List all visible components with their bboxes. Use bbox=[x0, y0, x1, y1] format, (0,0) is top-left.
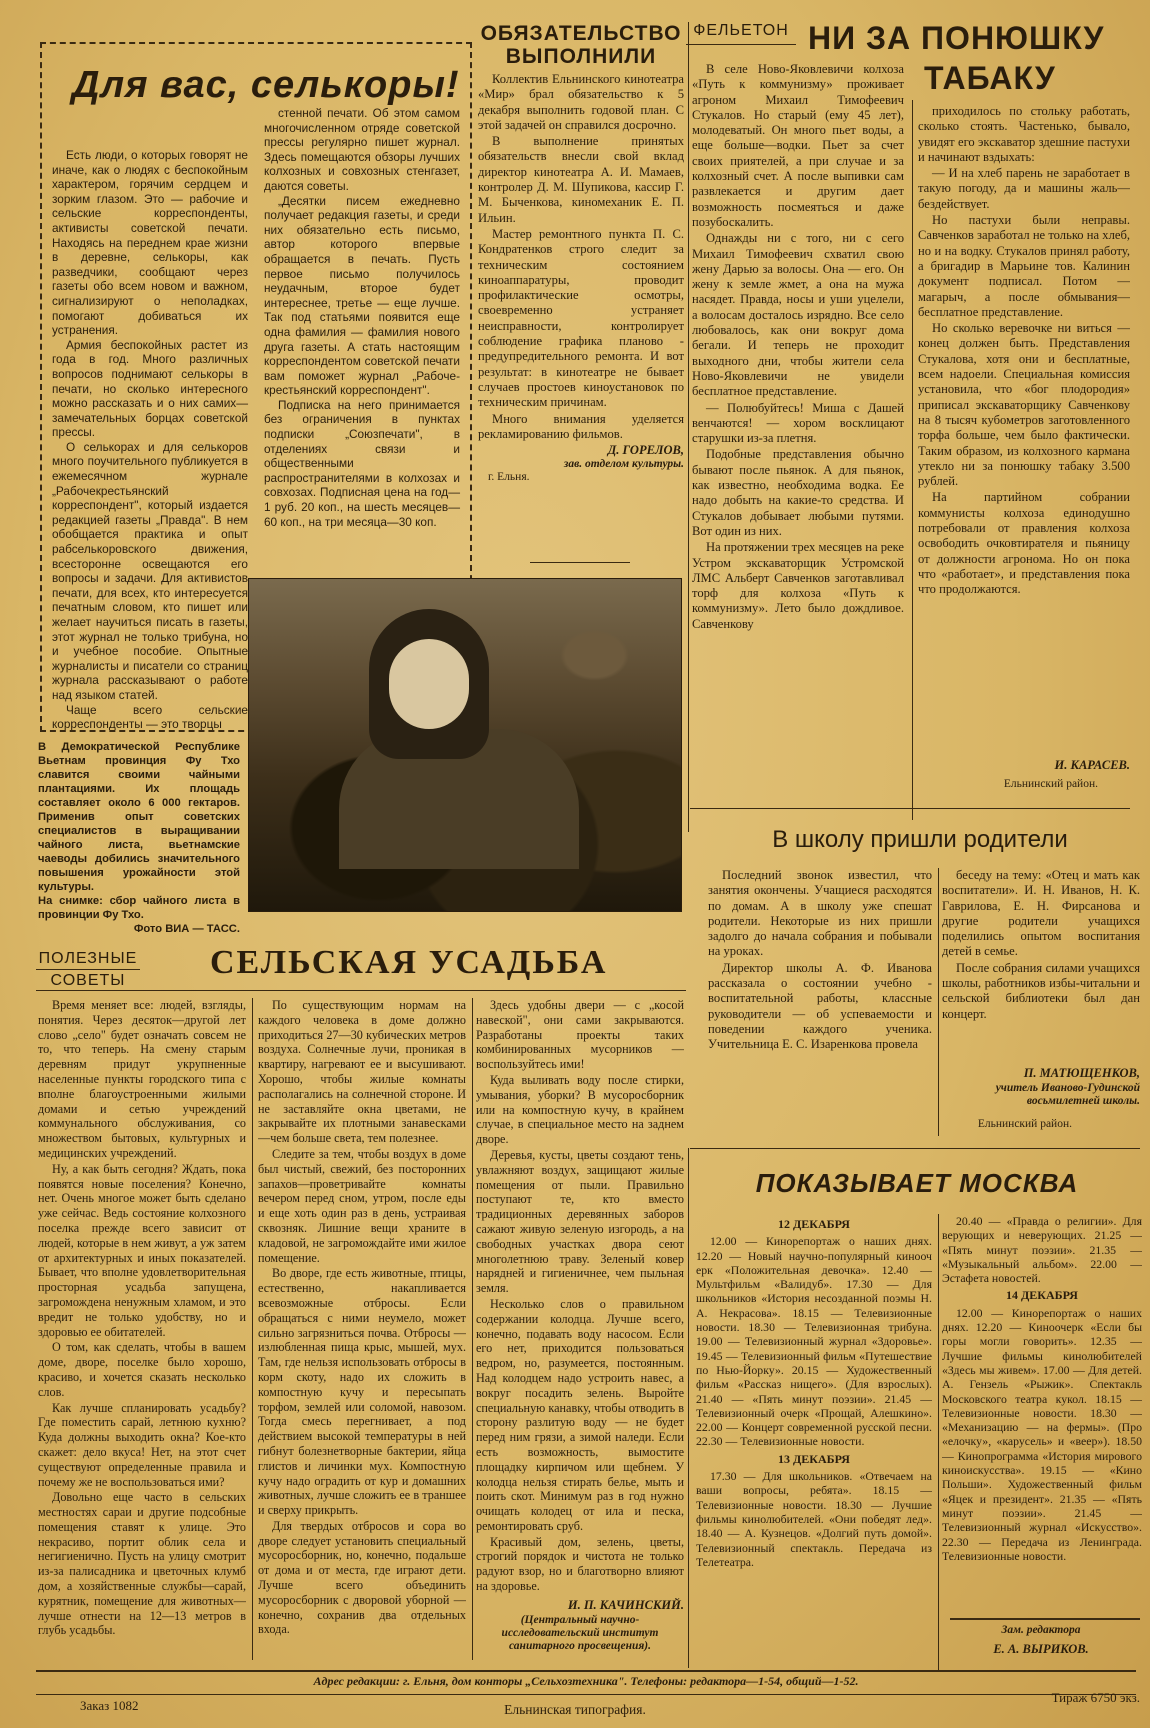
feleton-paragraph: В селе Ново-Яковлевичи колхоза «Путь к коммунизму» проживает агроном Михаил Тимофеевич Стукалов. Но старый (ему 45 лет), молодеватый. Он много пьет воды, а еще больше—водки. Пьет за счет своих приятелей, а при случае и за колхозный счет. А после выпивки сам развлекается и другим дает возможность посмеяться и даже позубоскалить. bbox=[692, 62, 904, 229]
selkory-paragraph: „Десятки писем ежедневно получает редакция газеты, и среди них обязательно есть письмо, автор которого впервые обращается в печать. Пусть первое письмо получилось неудачным, второе будет интереснее, третье — еще лучше. Так под статьями появится еще одна фамилия — фамилия нового друга газеты. А стать настоящим корреспондентом советской печати вам поможет журнал „Рабоче-крестьянский корреспондент". bbox=[264, 193, 460, 398]
shkola-paragraph: Последний звонок известил, что занятия окончены. Учащиеся расходятся по домам. А в школу уже спешат родители. Некоторые из них пришли задолго до начала собрания и побывали на уроках. bbox=[708, 868, 932, 959]
tv-col2 bbox=[942, 1214, 1142, 1614]
usadba-paragraph: Следите за тем, чтобы воздух в доме был чистый, свежий, без посторонних запахов—проветривайте комнаты вечером перед сном, утром, после еды и еще хоть один раз в день, устраивая сквозняк. Лишние вещи храните в кладовой, не загромождайте ими жилое помещение. bbox=[258, 1146, 466, 1265]
divider bbox=[690, 808, 1130, 809]
selkory-col1 bbox=[52, 148, 248, 732]
usadba-author-position: (Центральный научно-исследовательский институт санитарного просвещения). bbox=[501, 1614, 659, 1652]
feleton-col1 bbox=[692, 62, 904, 818]
feleton-col2 bbox=[918, 104, 1130, 764]
photo-figure bbox=[389, 639, 469, 729]
feleton-author: И. КАРАСЕВ. bbox=[1054, 758, 1130, 772]
column-rule bbox=[688, 1148, 689, 1668]
usadba-tag-line2: СОВЕТЫ bbox=[50, 972, 126, 989]
footer-address: Адрес редакции: г. Ельня, дом конторы „Сельхозтехника". Телефоны: редактора—1-54, общий—1-52. bbox=[313, 1674, 859, 1688]
usadba-paragraph: Довольно еще часто в сельских местностях сараи и другие подсобные помещения ставят к улице. Это некрасиво, портит облик села и негигиенично. Пусть на улицу смотрит из-за палисадника и цветочных клумб дом, а хозяйственные службы—сарай, курятник, помещение для животных—лучше отнести на 12—13 метров в глубь усадьбы. bbox=[38, 1490, 246, 1638]
tv-schedule-14: 12.00 — Кинорепортаж о наших днях. 12.20 — Киноочерк «Если бы горы могли говорить». 12.35 — Лучшие фильмы кинолюбителей «Здесь мы живем». 17.00 — Для детей. А. Гензель «Рыжик». Спектакль Московского театра кукол. 18.15 — Телевизионные новости. 18.30 — «Механизацию — на фермы». (Про «елочку», «карусель» и «веер»). 18.50 — Кинопрограмма «История мирового киноискусства». 19.15 — «Кино Польши». Художественный фильм «Яцек и президент». 21.35 — «Пять минут поэзии». 21.45 — Телевизионный журнал «Искусство». 22.30 — Передача из Ленинграда. Телевизионные новости. bbox=[942, 1305, 1142, 1563]
feleton-paragraph: — Полюбуйтесь! Миша с Дашей венчаются! — хором восклицают старушки из-за плетня. bbox=[692, 400, 904, 446]
shkola-place: Ельнинский район. bbox=[977, 1118, 1072, 1130]
editor-label: Зам. редактора bbox=[1001, 1624, 1081, 1636]
feleton-paragraph: Однажды ни с того, ни с сего Михаил Тимофеевич схватил свою жену Дарью за волосы. Она — его. Он жену к земле жмет, а она на мужа насядет. Правда, носы и уши уцелели, а волосам досталось изрядно. Все село любовалось, как они вокруг дома бегали. И теперь не проходит выходного дни, чтобы жители села Ново-Яковлевичи не увидели бесплатное представление. bbox=[692, 231, 904, 399]
usadba-paragraph: О том, как сделать, чтобы в вашем доме, дворе, поселке было хорошо, красиво, и хочется сказать несколько слов. bbox=[38, 1340, 246, 1399]
column-rule bbox=[472, 998, 473, 1660]
usadba-paragraph: Во дворе, где есть животные, птицы, естественно, накапливается всевозможные отбросы. Если обращаться с ними неумело, может сильно загрязниться почва. Отбросы — излюбленная пища крыс, мышей, мух. Там, где нельзя использовать отбросы в корм скоту, надо их сложить в компостную кучу и пересыпать торфом, землей или соломой, навозом. Тогда смесь перегнивает, а под действием высокой температуры в ней гибнут болезнетворные бактерии, яйца глистов и личинки мух. Компостную кучу надо оградить от кур и домашних животных, лучше сложить ее в траншее и сверху прикрыть. bbox=[258, 1266, 466, 1518]
tv-schedule-12-cont: 20.40 — «Правда о религии». Для верующих и неверующих. 21.25 — «Пять минут поэзии». 21.35 — «Музыкальный альбом». 22.00 — Эстафета новостей. bbox=[942, 1214, 1142, 1286]
usadba-col1 bbox=[38, 998, 246, 1668]
tv-schedule-13: 17.30 — Для школьников. «Отвечаем на ваши вопросы, ребята». 18.15 — Телевизионные новости. 18.30 — Лучшие фильмы кинолюбителей. «Они победят лед». 18.40 — А. Кузнецов. «Долгий путь домой». Телевизионный спектакль. Передача из Телетеатра. bbox=[696, 1469, 932, 1569]
obyazatelstvo-author: Д. ГОРЕЛОВ, bbox=[607, 443, 684, 458]
obyazatelstvo-paragraph: Коллектив Ельнинского кинотеатра «Мир» брал обязательство к 5 декабря выполнить годовой план. С этой задачей он справился досрочно. bbox=[478, 72, 684, 132]
obyazatelstvo-paragraph: Много внимания уделяется рекламированию фильмов. bbox=[478, 411, 684, 441]
obyazatelstvo-article bbox=[478, 22, 684, 567]
feleton-place: Ельнинский район. bbox=[1003, 778, 1098, 790]
selkory-paragraph: Подписка на него принимается без ограничения в пунктах подписки „Союзпечати", в отделениях связи и общественными распространителями в колхозах и совхозах. Подписная цена на год—1 руб. 20 коп., на шесть месяцев—60 коп., на три месяца—30 коп. bbox=[264, 397, 460, 529]
feleton-tag: ФЕЛЬЕТОН bbox=[686, 22, 796, 45]
selkory-paragraph: Есть люди, о которых говорят не иначе, как о людях с беспокойным характером, горячим сердцем и зорким глазом. Это — рабочие и сельские корреспонденты, активисты советской печати. Находясь на переднем крае жизни в деревне, селькоры, как разведчики, сообщают через газеты обо всем новом и важном, сигнализируют о неполадках, помогают добиваться их устранения. bbox=[52, 148, 248, 338]
tv-schedule-12: 12.00 — Киноpепортаж о наших днях. 12.20 — Новый научно-популярный кинооч ерк «Положительная девочка». 12.40 — Мультфильм «Валидуб». 17.30 — Для школьников «История несозданной поэмы Н. А. Некрасова». 18.15 — Телевизионные новости. 18.30 — Телевизионная трибуна. 19.00 — Телевизионный журнал «Здоровье». 19.45 — Телевизионный фильм «Путешествие по Нью-Йорку». 20.15 — Художественный фильм «Рассказ нищего». (Для взрослых). 21.40 — «Пять минут поэзии». 21.45 — Телевизионный очерк «Прощай, Алешкино». 22.00 — Концерт современной русской песни. 22.30 — Телевизионные новости. bbox=[696, 1234, 932, 1449]
footer-order: Заказ 1082 bbox=[80, 1698, 139, 1713]
divider bbox=[36, 990, 686, 991]
photo-caption bbox=[38, 740, 240, 936]
usadba-tag bbox=[36, 948, 140, 992]
usadba-col3 bbox=[476, 998, 684, 1594]
footer-printer: Ельнинская типография. bbox=[504, 1702, 646, 1717]
feleton-paragraph: Но пастухи были неправы. Савченков заработал не только на хлеб, но и на водку. Стукалов принял работу, а бригадир в Марьине тов. Калинин документ подписал. Потом — магарыч, а после обмывания—бесплатное представление. bbox=[918, 213, 1130, 319]
obyazatelstvo-paragraph: В выполнение принятых обязательств внесли свой вклад директор кинотеатра А. И. Мамаев, контролер Д. М. Шупикова, кассир Г. М. Быченкова, киномеханик Е. П. Ильин. bbox=[478, 134, 684, 225]
usadba-paragraph: Для твердых отбросов и сора во дворе следует установить специальный мусоросборник, но, конечно, подальше от дома и от места, где играют дети. Лучше всего объединить мусоросборник с дворовой уборной — конечно, сохранив два отдельных входа. bbox=[258, 1518, 466, 1637]
shkola-col2 bbox=[942, 868, 1140, 1068]
divider bbox=[690, 1148, 1140, 1149]
usadba-paragraph: По существующим нормам на каждого человека в доме должно приходиться 27—30 кубических метров воздуха. Солнечные лучи, проникая в квартиру, нагревают ее и высушивают. Хорошо, чтобы жилые комнаты располагались на солнечной стороне. И не заставляйте окна цветами, не закрывайте их плотными занавесками—чем больше света, тем полезнее. bbox=[258, 998, 466, 1146]
tv-day-12: 12 ДЕКАБРЯ bbox=[778, 1217, 850, 1231]
divider bbox=[530, 562, 630, 563]
selkory-paragraph: О селькорах и для селькоров много поучительного публикуется в ежемесячном журнале „Рабочекрестьянский корреспондент", который издается редакцией газеты „Правда". В нем обобщается практика и опыт рабселькоровского движения, всесторонне освещаются его вопросы и задачи. Для активистов печати, для всех, кто интересуется печатным словом, кто пишет или желает научиться писать в газеты, этот журнал не только трибуна, но и учебное пособие. Опытные журналисты и писатели со страниц журнала рассказывают о работе над языком статей. bbox=[52, 439, 248, 702]
editor-name: Е. А. ВЫРИКОВ. bbox=[993, 1642, 1089, 1656]
obyazatelstvo-body bbox=[478, 72, 684, 442]
shkola-author-position: учитель Иваново-Гудинской восьмилетней школы. bbox=[995, 1082, 1140, 1107]
feleton-paragraph: На партийном собрании коммунисты колхоза единодушно потребовали от правления колхоза освободить очковтирателя и пьяницу от должности агронома. Но он пока что «работает», и представления пока что продолжаются. bbox=[918, 490, 1130, 597]
usadba-paragraph: Здесь удобны двери — с „косой навеской", они сами закрываются. Разработаны проекты таких комбинированных мусорников — воспользуйтесь ими! bbox=[476, 998, 684, 1072]
obyazatelstvo-title bbox=[478, 22, 684, 68]
usadba-paragraph: Куда выливать воду после стирки, умывания, уборки? В мусоросборник или на компостную кучу, в крайнем случае, в специальное место на заднем дворе. bbox=[476, 1072, 684, 1147]
shkola-paragraph: Директор школы А. Ф. Иванова рассказала о состоянии учебно - воспитательной работы, классные руководители — об успеваемости и поведении каждого ученика. Учительница Е. С. Изаренкова провела bbox=[708, 960, 932, 1052]
selkory-paragraph: стенной печати. Об этом самом многочисленном отряде советской прессы регулярно пишет журнал. Здесь помещаются обзоры лучших колхозных и совхозных стенгазет, даются советы. bbox=[264, 106, 460, 193]
usadba-paragraph: Как лучше спланировать усадьбу? Где поместить сарай, летнюю кухню? Куда должны выходить окна? Кое-кто скажет: дело вкуса! Нет, на этот счет существуют определенные правила и почему же не воспользоваться ими? bbox=[38, 1400, 246, 1489]
column-rule bbox=[938, 868, 939, 1136]
feleton-paragraph: На протяжении трех месяцев на реке Устром экскаваторщик Устромской ЛМС Альберт Савченков заготавливал торф для колхоза «Путь к коммунизму». Лето было дождливое. Савченкову bbox=[692, 540, 904, 631]
shkola-col1 bbox=[708, 868, 932, 1164]
obyazatelstvo-paragraph: Мастер ремонтного пункта П. С. Кондратенков строго следит за техническим состоянием киноаппаратуры, проводит профилактические осмотры, своевременно устраняет неисправности, контролирует соблюдение графика планово - предупредительного ремонта. И вот результат: в кинотеатре не бывает случаев простоев киноустановок по техническим причинам. bbox=[478, 226, 684, 410]
column-rule bbox=[688, 22, 689, 832]
tv-day-13: 13 ДЕКАБРЯ bbox=[778, 1451, 850, 1466]
shkola-paragraph: После собрания силами учащихся школы, работников избы-читальни и сельской библиотеки был дан концерт. bbox=[942, 960, 1140, 1021]
obyazatelstvo-title-line1: ОБЯЗАТЕЛЬСТВО bbox=[480, 22, 682, 45]
shkola-paragraph: беседу на тему: «Отец и мать как воспитатели». И. Н. Иванов, Н. К. Гаврилова, Е. Н. Фирсанова и другие родители учащихся поделились опытом воспитания детей в семье. bbox=[942, 868, 1140, 959]
feleton-paragraph: приходилось по стольку работать, сколько стоять. Частенько, бывало, увидят его экскаватор здешние пастухи и начинают вздыхать: bbox=[918, 104, 1130, 164]
usadba-paragraph: Несколько слов о правильном содержании колодца. Лучше всего, конечно, подавать воду насосом. Если его нет, приходится пользоваться ведром, но, разумеется, постоянным. Над колодцем надо устроить навес, а вокруг посадить зелень. Выройте специальную канавку, чтобы отводить в сторону разлитую воду — не будет перед ним грязи, а зимой наледи. Если есть возможность, вымостите площадку кирпичом или щебнем. У колодца нельзя стирать белье, мыть и поить скот. Минимум раз в год нужно очищать колодец от ила и песка, ремонтировать сруб. bbox=[476, 1296, 684, 1533]
feleton-paragraph: Подобные представления обычно бывают после пьянок. А для пьянок, как известно, необходима водка. Ее надо добыть на какие-то средства. И Стукалов добывает любыми путями. Вот один из них. bbox=[692, 447, 904, 538]
tv-day-14: 14 ДЕКАБРЯ bbox=[1006, 1288, 1078, 1303]
obyazatelstvo-title-line2: ВЫПОЛНИЛИ bbox=[505, 45, 657, 68]
column-rule bbox=[252, 998, 253, 1660]
feleton-title-line1: НИ ЗА ПОНЮШКУ bbox=[808, 20, 1105, 56]
divider bbox=[950, 1618, 1140, 1620]
usadba-paragraph: Ну, а как быть сегодня? Ждать, пока появятся новые поселения? Конечно, нет. Очень многое может быть сделано уже сейчас. Ведь состояние колхозного поселка прежде всего зависит от людей, которые в нем живут, а уж затем от архитектурных и иных показателей. Бывает, что вполне удовлетворительная просторная усадьба запущена, загромождена ненужным хламом, и это вредит не только удобству, но и здоровью ее обитателей. bbox=[38, 1161, 246, 1339]
usadba-col2 bbox=[258, 998, 466, 1668]
selkory-title: Для вас, селькоры! bbox=[72, 64, 460, 106]
tv-col1 bbox=[696, 1214, 932, 1670]
photo-caption-label: На снимке: сбор чайного листа в провинции Фу Тхо. bbox=[38, 895, 240, 921]
shkola-author: П. МАТЮЩЕНКОВ, bbox=[1023, 1066, 1140, 1080]
tv-title: ПОКАЗЫВАЕТ МОСКВА bbox=[755, 1168, 1079, 1198]
usadba-author: И. П. КАЧИНСКИЙ. bbox=[567, 1598, 684, 1612]
usadba-paragraph: Красивый дом, зелень, цветы, строгий порядок и чистота не только радуют взор, но и благотворно влияют на здоровье. bbox=[476, 1534, 684, 1594]
feleton-paragraph: — И на хлеб парень не заработает в такую погоду, да и машины жаль—бездействует. bbox=[918, 166, 1130, 211]
footer-circulation: Тираж 6750 экз. bbox=[1051, 1690, 1140, 1705]
shkola-title: В школу пришли родители bbox=[772, 826, 1068, 853]
column-rule bbox=[938, 1214, 939, 1670]
photo-caption-text: В Демократической Республике Вьетнам провинция Фу Тхо славится своими чайными плантациями. Их площадь составляет около 6 000 гектаров. Применив опыт советских специалистов в выращивании чайного листа, вьетнамские чаеводы добились значительного повышения урожайности этой культуры. bbox=[38, 741, 240, 893]
selkory-paragraph: Чаще всего сельские корреспонденты — это творцы bbox=[52, 702, 248, 732]
tea-harvest-photo bbox=[248, 578, 682, 912]
usadba-title: СЕЛЬСКАЯ УСАДЬБА bbox=[210, 944, 608, 981]
obyazatelstvo-place: г. Ельня. bbox=[488, 471, 530, 484]
usadba-tag-line1: ПОЛЕЗНЫЕ bbox=[36, 948, 140, 970]
usadba-paragraph: Деревья, кусты, цветы создают тень, увлажняют воздух, защищают жилые помещения от пыли. Правильно поступают те, кто вместо традиционных деревянных заборов сажают живую зеленую изгородь, а на свободных участках двора сеют многолетнюю траву. Зеленый ковер нарядней и гигиеничнее, чем пыльная земля. bbox=[476, 1147, 684, 1296]
usadba-paragraph: Время меняет все: людей, взгляды, понятия. Через десяток—другой лет слово „село" будет означать совсем не то, что теперь. На смену старым деревням придут укрупненные населенные пункты городского типа с вполне благоустроенными жилыми домами и сетью учреждений коммунального обслуживания, со множеством бытовых, культурных и медицинских учреждений. bbox=[38, 998, 246, 1160]
feleton-paragraph: Но сколько веревочке ни виться — конец должен быть. Представления Стукалова, хотя они и бесплатные, всем надоели. Специальная комиссия установила, что «бог плодородия» приписал экскаваторщику Савченкову на 8 тысяч кубометров заготовленного торфа больше, чем было фактически. Таким образом, из колхозного кармана утекло ни за понюшку табаку 3.500 рублей. bbox=[918, 321, 1130, 489]
photo-credit: Фото ВИА — ТАСС. bbox=[133, 923, 240, 935]
footer-rule bbox=[36, 1670, 1136, 1672]
column-rule bbox=[912, 100, 913, 820]
selkory-paragraph: Армия беспокойных растет из года в год. Много различных вопросов поднимают селькоры в печати, но сколько интересного можно рассказать и о них самих—замечательных борцах советской прессы. bbox=[52, 337, 248, 440]
feleton-title-line2: ТАБАКУ bbox=[924, 60, 1056, 96]
selkory-col2 bbox=[264, 106, 460, 576]
obyazatelstvo-author-position: зав. отделом культуры. bbox=[563, 458, 684, 471]
